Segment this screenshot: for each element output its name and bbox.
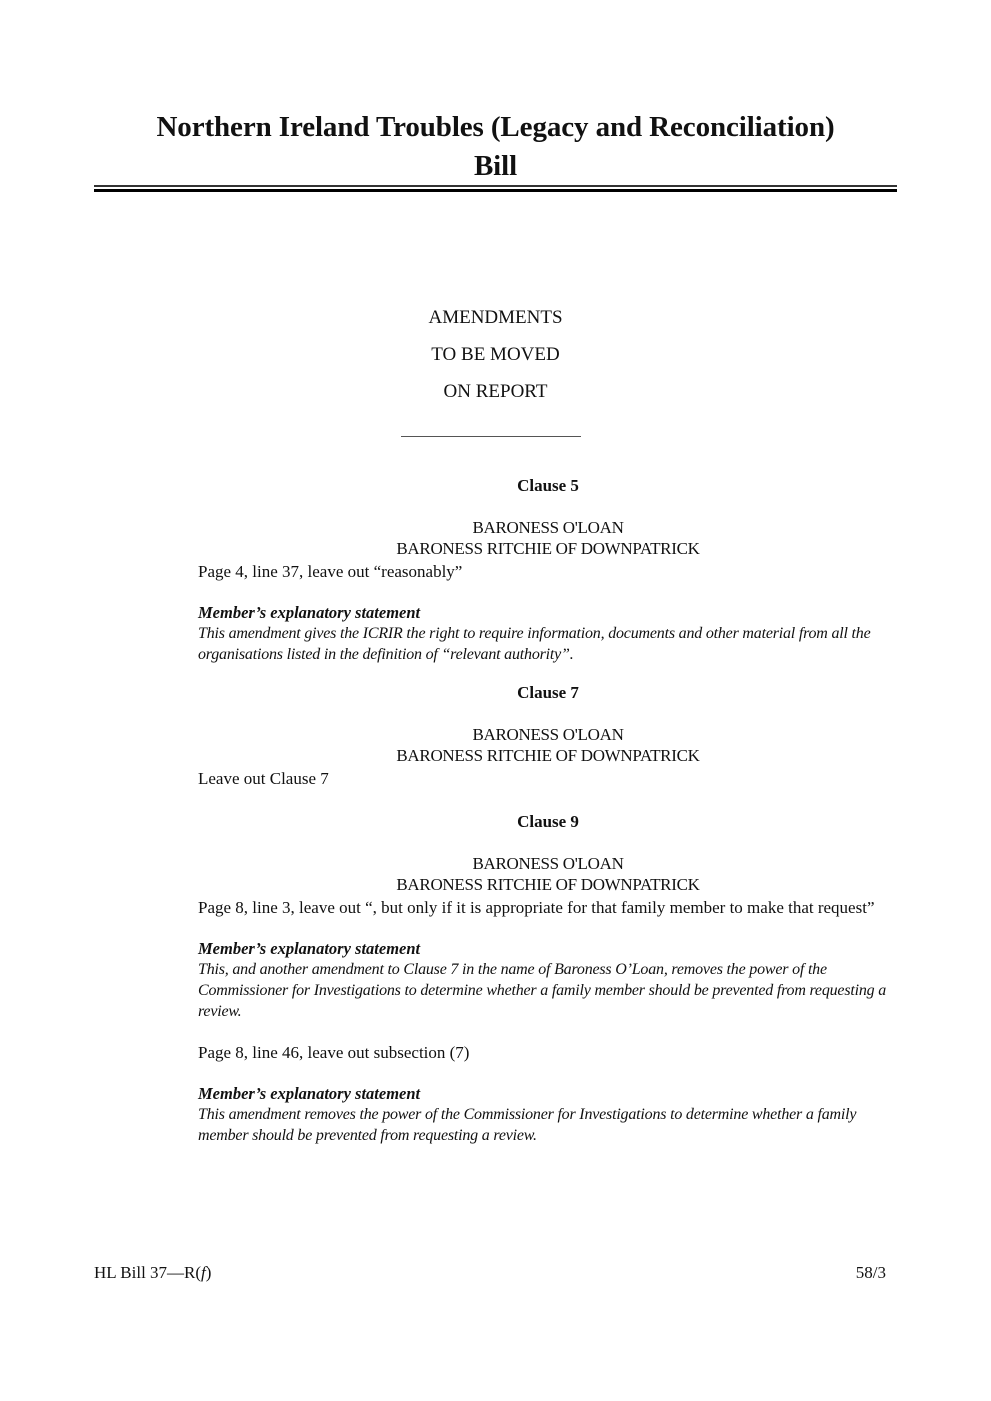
heading-line-2: TO BE MOVED [431,344,560,365]
sponsors [198,517,898,559]
clause-heading: Clause 9 [517,812,579,831]
sponsor-name: BARONESS RITCHIE OF DOWNPATRICK [396,539,700,558]
statement-label: Member’s explanatory statement [198,603,421,622]
sponsors [198,853,898,895]
clause-heading: Clause 5 [517,476,579,495]
bill-title-line1: Northern Ireland Troubles (Legacy and Reconciliation) [156,111,835,143]
statement-text: This amendment gives the ICRIR the right to require information, documents and other material from all the organisations listed in the definition of “relevant authority”. [198,625,871,663]
amendment-text: Page 8, line 3, leave out “, but only if it is appropriate for that family member to make that request” [198,898,875,917]
statement-label: Member’s explanatory statement [198,939,421,958]
clause-section [198,474,898,665]
title-rule-thin [94,185,897,187]
sponsor-name: BARONESS O'LOAN [472,725,624,744]
amendments-heading [0,305,991,416]
sponsor-name: BARONESS O'LOAN [472,518,624,537]
sponsor-name: BARONESS RITCHIE OF DOWNPATRICK [396,875,700,894]
amendments-list [198,474,898,1162]
statement-label: Member’s explanatory statement [198,1084,421,1103]
bill-title [94,108,897,186]
sponsors [198,724,898,766]
amendment-text: Page 4, line 37, leave out “reasonably” [198,562,463,581]
page-reference: 58/3 [855,1263,886,1282]
page-footer [94,1263,886,1283]
amendment-text: Leave out Clause 7 [198,769,329,788]
sponsor-name: BARONESS RITCHIE OF DOWNPATRICK [396,746,700,765]
clause-section [198,681,898,790]
explanatory-statement [198,1083,898,1146]
bill-title-line2: Bill [473,150,518,182]
amendment-text: Page 8, line 46, leave out subsection (7) [198,1043,470,1062]
statement-text: This amendment removes the power of the Commissioner for Investigations to determine whether a family member should be prevented from requesting a review. [198,1106,857,1144]
explanatory-statement [198,602,898,665]
section-divider [401,436,581,437]
statement-text: This, and another amendment to Clause 7 in the name of Baroness O’Loan, removes the power of the Commissioner for Investigations to determine whether a family member should be prevented from requesting a review. [198,961,887,1020]
bill-reference: HL Bill 37—R(f) [94,1263,212,1282]
sponsor-name: BARONESS O'LOAN [472,854,624,873]
clause-heading: Clause 7 [517,683,579,702]
heading-line-1: AMENDMENTS [428,307,563,328]
explanatory-statement [198,938,898,1022]
heading-line-3: ON REPORT [443,381,548,402]
title-rule-thick [94,189,897,192]
clause-section [198,810,898,1146]
